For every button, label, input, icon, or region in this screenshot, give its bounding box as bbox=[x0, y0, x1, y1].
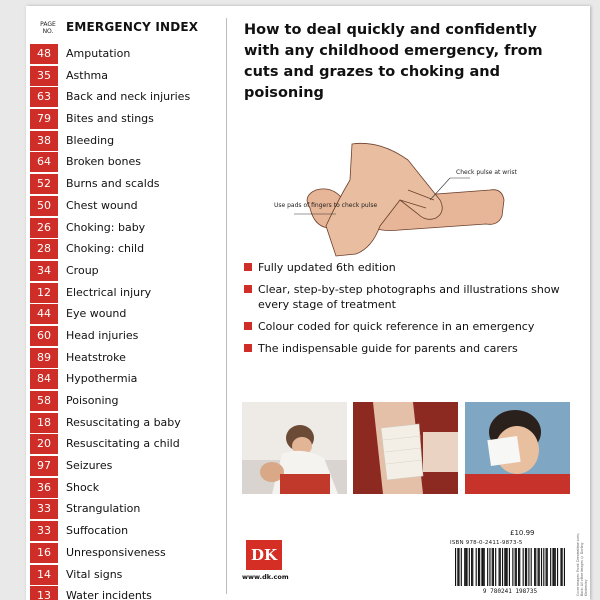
price: £10.99 bbox=[510, 529, 535, 537]
index-item-label: Back and neck injuries bbox=[66, 90, 191, 104]
index-item-label: Bleeding bbox=[66, 133, 115, 147]
barcode-bar bbox=[489, 548, 490, 586]
barcode-bar bbox=[492, 548, 493, 586]
feature-bullet-text: Clear, step-by-step photographs and illustrations show every stage of treatment bbox=[258, 283, 560, 311]
barcode-bar bbox=[555, 548, 556, 586]
index-item-label: Seizures bbox=[66, 459, 113, 473]
barcode-bar bbox=[465, 548, 466, 586]
barcode-bar bbox=[531, 548, 532, 586]
index-page-number: 16 bbox=[30, 543, 58, 563]
barcode-bar bbox=[476, 548, 477, 586]
barcode-bar bbox=[458, 548, 459, 586]
feature-bullet bbox=[242, 260, 572, 275]
image-credits: Cover images: Front: Dreamstime.com; Back: All other images © Dorling Kindersley bbox=[576, 533, 588, 596]
barcode-bar bbox=[538, 548, 539, 586]
barcode-bar bbox=[516, 548, 517, 586]
dk-logo bbox=[246, 540, 282, 570]
blurb-column bbox=[240, 6, 588, 600]
index-page-number: 97 bbox=[30, 456, 58, 476]
index-page-number: 48 bbox=[30, 44, 58, 64]
photo-resuscitation bbox=[242, 402, 347, 494]
barcode-bar bbox=[526, 548, 527, 586]
barcode-bar bbox=[479, 548, 480, 586]
barcode-bar bbox=[464, 548, 465, 586]
index-item-label: Hypothermia bbox=[66, 372, 138, 386]
barcode-bar bbox=[471, 548, 472, 586]
feature-bullet bbox=[242, 282, 572, 312]
barcode-bar bbox=[539, 548, 540, 586]
index-item-label: Water incidents bbox=[66, 589, 152, 600]
index-page-number: 84 bbox=[30, 369, 58, 389]
emergency-index bbox=[26, 6, 216, 600]
barcode-bar bbox=[515, 548, 516, 586]
barcode-bar bbox=[557, 548, 558, 586]
index-page-number: 79 bbox=[30, 109, 58, 129]
barcode-bar bbox=[519, 548, 520, 586]
index-page-number: 60 bbox=[30, 326, 58, 346]
column-divider bbox=[226, 18, 227, 594]
barcode-bar bbox=[495, 548, 496, 586]
barcode-bar bbox=[499, 548, 500, 586]
barcode-bar bbox=[564, 548, 565, 586]
index-page-number: 52 bbox=[30, 174, 58, 194]
index-item-label: Shock bbox=[66, 480, 100, 494]
index-item-label: Head injuries bbox=[66, 328, 139, 342]
index-item-label: Choking: baby bbox=[66, 220, 146, 234]
barcode-bar bbox=[500, 548, 501, 586]
red-square-icon bbox=[244, 344, 252, 352]
dk-logo-text: DK bbox=[250, 546, 278, 564]
barcode-bar bbox=[546, 548, 547, 586]
label-check-pulse-wrist: Check pulse at wrist bbox=[456, 169, 517, 176]
book-back-cover bbox=[26, 6, 590, 600]
barcode-bar bbox=[534, 548, 535, 586]
barcode-bar bbox=[509, 548, 510, 586]
index-page-number: 20 bbox=[30, 434, 58, 454]
barcode-bar bbox=[528, 548, 529, 586]
barcode-bar bbox=[484, 548, 485, 586]
index-item-label: Unresponsiveness bbox=[66, 545, 166, 559]
isbn: ISBN 978-0-2411-9873-5 bbox=[450, 540, 523, 546]
barcode-bar bbox=[523, 548, 524, 586]
index-item-label: Choking: child bbox=[66, 242, 145, 256]
barcode-bar bbox=[493, 548, 494, 586]
index-item-label: Electrical injury bbox=[66, 285, 152, 299]
feature-bullets bbox=[242, 260, 572, 363]
index-item-label: Croup bbox=[66, 263, 99, 277]
index-page-number: 58 bbox=[30, 391, 58, 411]
barcode-bar bbox=[487, 548, 488, 586]
index-item-label: Vital signs bbox=[66, 567, 123, 581]
index-item-label: Resuscitating a baby bbox=[66, 415, 181, 429]
barcode-bar bbox=[481, 548, 482, 586]
index-item-label: Heatstroke bbox=[66, 350, 126, 364]
index-page-number: 12 bbox=[30, 283, 58, 303]
red-square-icon bbox=[244, 285, 252, 293]
barcode-bar bbox=[550, 548, 551, 586]
barcode-bar bbox=[505, 548, 506, 586]
index-page-number: 38 bbox=[30, 131, 58, 151]
index-page-number: 35 bbox=[30, 66, 58, 86]
index-title: EMERGENCY INDEX bbox=[66, 20, 199, 34]
barcode-bar bbox=[543, 548, 544, 586]
index-page-number: 26 bbox=[30, 218, 58, 238]
barcode-bar bbox=[472, 548, 473, 586]
feature-bullet bbox=[242, 341, 572, 356]
red-square-icon bbox=[244, 322, 252, 330]
index-item-label: Bites and stings bbox=[66, 112, 154, 126]
barcode-bar bbox=[547, 548, 548, 586]
index-item-label: Resuscitating a child bbox=[66, 437, 180, 451]
barcode-bar bbox=[504, 548, 505, 586]
headline: How to deal quickly and confidently with any childhood emergency, from cuts and grazes to choking and poisoning bbox=[244, 22, 543, 101]
barcode-bar bbox=[502, 548, 503, 586]
index-item-label: Burns and scalds bbox=[66, 177, 160, 191]
feature-bullet-text: Fully updated 6th edition bbox=[258, 261, 396, 274]
barcode-bar bbox=[461, 548, 462, 586]
photo-strip bbox=[242, 402, 570, 494]
index-page-number: 18 bbox=[30, 413, 58, 433]
index-page-number: 44 bbox=[30, 304, 58, 324]
barcode-bar bbox=[478, 548, 479, 586]
barcode-bar bbox=[469, 548, 470, 586]
index-item-label: Asthma bbox=[66, 68, 108, 82]
index-page-number: 28 bbox=[30, 239, 58, 259]
index-page-number: 34 bbox=[30, 261, 58, 281]
index-item-label: Chest wound bbox=[66, 198, 138, 212]
red-square-icon bbox=[244, 263, 252, 271]
index-item-label: Suffocation bbox=[66, 524, 129, 538]
page-no-label: PAGE NO. bbox=[40, 21, 56, 35]
barcode-bar bbox=[554, 548, 555, 586]
index-page-number: 33 bbox=[30, 521, 58, 541]
barcode-bar bbox=[541, 548, 542, 586]
barcode-bar bbox=[525, 548, 526, 586]
feature-bullet-text: Colour coded for quick reference in an emergency bbox=[258, 320, 535, 333]
index-item-label: Amputation bbox=[66, 47, 131, 60]
barcode bbox=[450, 548, 570, 594]
index-page-number: 50 bbox=[30, 196, 58, 216]
barcode-bar bbox=[483, 548, 484, 586]
index-page-number: 36 bbox=[30, 478, 58, 498]
barcode-bar bbox=[562, 548, 563, 586]
label-pads-of-fingers: Use pads of fingers to check pulse bbox=[274, 202, 378, 209]
photo-bandaged-arm bbox=[353, 402, 458, 494]
publisher-url: www.dk.com bbox=[242, 573, 289, 581]
barcode-bar bbox=[535, 548, 536, 586]
barcode-bar bbox=[560, 548, 561, 586]
index-header bbox=[30, 18, 216, 40]
index-item-label: Eye wound bbox=[66, 307, 127, 321]
barcode-bar bbox=[507, 548, 508, 586]
index-page-number: 89 bbox=[30, 348, 58, 368]
feature-bullet-text: The indispensable guide for parents and carers bbox=[258, 342, 518, 355]
barcode-bar bbox=[518, 548, 519, 586]
photo-eye-pad bbox=[465, 402, 570, 494]
barcode-bar bbox=[455, 548, 456, 586]
index-item-label: Broken bones bbox=[66, 155, 141, 169]
feature-bullet bbox=[242, 319, 572, 334]
index-page-number: 64 bbox=[30, 152, 58, 172]
index-item-label: Strangulation bbox=[66, 502, 141, 516]
pulse-check-illustration bbox=[240, 130, 580, 260]
index-page-number: 33 bbox=[30, 499, 58, 519]
barcode-digits: 9 780241 198735 bbox=[482, 588, 538, 594]
index-page-number: 13 bbox=[30, 586, 58, 600]
barcode-bar bbox=[466, 548, 467, 586]
index-page-number: 14 bbox=[30, 565, 58, 585]
barcode-bar bbox=[457, 548, 458, 586]
barcode-bar bbox=[512, 548, 513, 586]
index-page-number: 63 bbox=[30, 87, 58, 107]
index-item-label: Poisoning bbox=[66, 394, 119, 407]
barcode-bar bbox=[552, 548, 553, 586]
